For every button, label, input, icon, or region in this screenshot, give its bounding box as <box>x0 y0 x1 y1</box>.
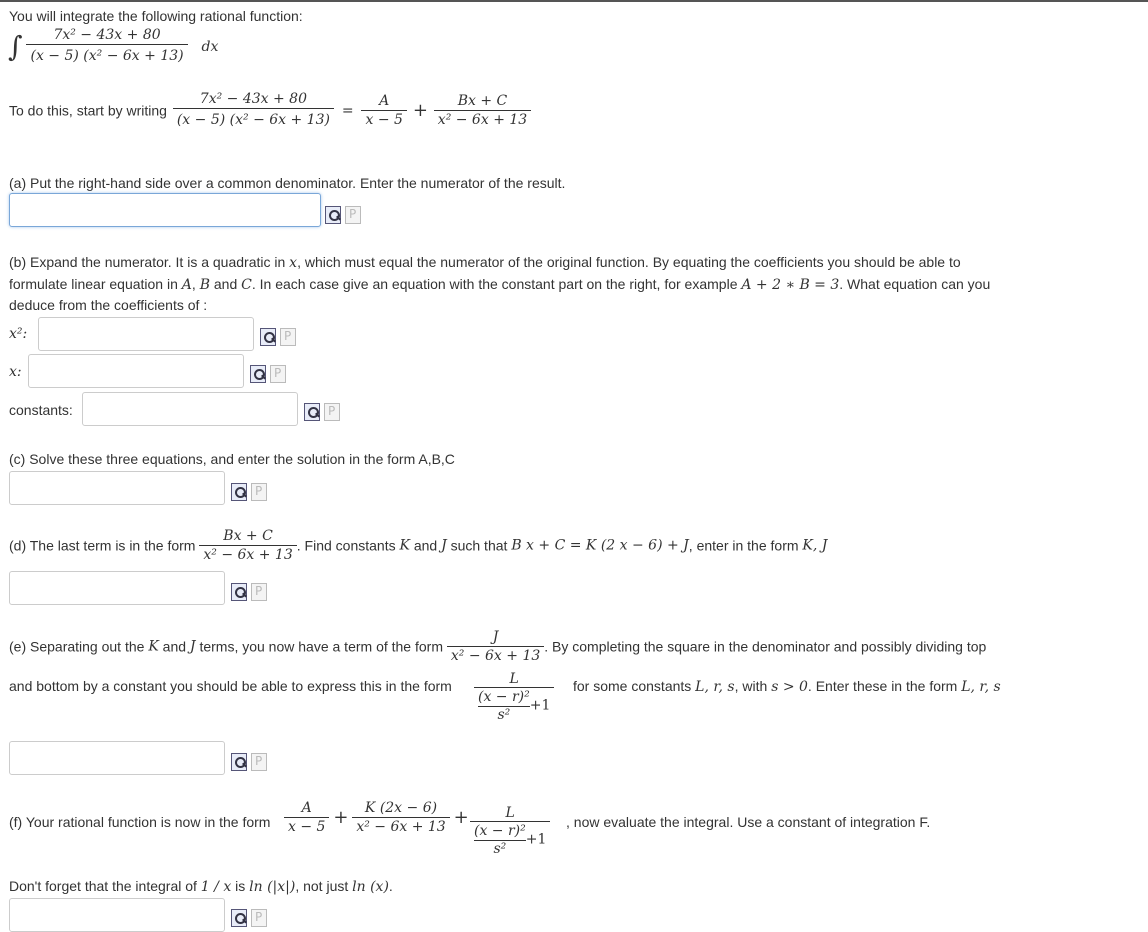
part-e-tools <box>231 751 273 773</box>
integral-expression <box>8 26 218 67</box>
preview-icon[interactable] <box>231 483 247 501</box>
part-a-tools <box>325 204 367 226</box>
palette-icon[interactable] <box>280 328 296 346</box>
equals-sign: = <box>341 102 354 119</box>
part-f-label: (f) Your rational function is now in the form <box>9 814 271 830</box>
part-c-tools <box>231 481 273 503</box>
part-c-input[interactable] <box>9 471 225 505</box>
x-label: x: <box>9 364 22 380</box>
part-d-line: (d) The last term is in the form $\frac{Bx + C}{\text{x² − 6x + 13}}$ . Find constants K and J such that B x + C = K (2 x − 6) + J, enter in the form K, J <box>9 528 828 563</box>
integrand-fraction <box>26 26 187 67</box>
decomposition-line <box>9 90 531 131</box>
part-b-line-3: deduce from the coefficients of : <box>9 297 208 313</box>
part-b-line-2: formulate linear equation in A, B and C. In each case give an equation with the constant part on the right, for example A + 2 ∗ B = 3. What equation can you <box>9 276 991 293</box>
palette-icon[interactable] <box>251 753 267 771</box>
part-e-input[interactable] <box>9 741 225 775</box>
palette-icon[interactable] <box>251 483 267 501</box>
term-a-denominator: x − 5 <box>361 110 406 129</box>
preview-icon[interactable] <box>304 403 320 421</box>
preview-icon[interactable] <box>250 365 266 383</box>
lhs-fraction <box>173 90 334 131</box>
plus-sign: + <box>412 100 428 121</box>
part-e-line-1: (e) Separating out the K and J terms, you now have a term of the form $\frac{J}{\text{x² − 6x + 13}}$ . By completing the square in the denominator and possibly dividing top <box>9 629 987 664</box>
x2-coefficient-input[interactable] <box>38 317 254 351</box>
preview-icon[interactable] <box>325 206 341 224</box>
preview-icon[interactable] <box>231 909 247 927</box>
preview-icon[interactable] <box>231 753 247 771</box>
term-a-fraction <box>361 92 406 129</box>
term-bc-fraction <box>434 92 531 129</box>
start-label: To do this, start by writing <box>9 102 167 119</box>
palette-icon[interactable] <box>324 403 340 421</box>
palette-icon[interactable] <box>345 206 361 224</box>
part-d-fraction: $\frac{Bx + C}{\text{x² − 6x + 13}}$ <box>199 527 296 564</box>
constants-label: constants: <box>9 402 73 418</box>
part-d-tools <box>231 581 273 603</box>
part-d-input[interactable] <box>9 571 225 605</box>
part-f-l-fraction: L $\frac{\text{(x − r)²}}{\text{s²}}$ +1 <box>470 805 550 857</box>
term-a-numerator: A <box>379 93 390 109</box>
palette-icon[interactable] <box>270 365 286 383</box>
constants-input[interactable] <box>82 392 298 426</box>
part-e-line-2-text: and bottom by a constant you should be able to express this in the form <box>9 678 452 694</box>
dx-symbol: dx <box>201 38 219 55</box>
part-d-equation: B x + C = K (2 x − 6) + J <box>511 537 689 554</box>
term-bc-denominator: x² − 6x + 13 <box>434 110 531 129</box>
part-f-rest: , now evaluate the integral. Use a constant of integration F. <box>566 814 931 830</box>
palette-icon[interactable] <box>251 909 267 927</box>
x2-tools <box>260 326 302 348</box>
part-a-input[interactable] <box>9 193 321 227</box>
part-c-text: (c) Solve these three equations, and enter the solution in the form A,B,C <box>9 451 455 467</box>
constants-tools <box>304 401 346 423</box>
preview-icon[interactable] <box>260 328 276 346</box>
example-equation: A + 2 ∗ B = 3 <box>741 277 840 293</box>
part-a-text: (a) Put the right-hand side over a common denominator. Enter the numerator of the result. <box>9 175 566 191</box>
x2-label: x²: <box>9 326 28 342</box>
preview-icon[interactable] <box>231 583 247 601</box>
integral-sign: ∫ <box>8 30 23 63</box>
part-f-tools <box>231 907 273 929</box>
log-note: Don't forget that the integral of 1 / x is ln (|x|), not just ln (x). <box>9 878 393 895</box>
part-f-expression: $\frac{A}{x - 5}$ + $\frac{K (2x - 6)}{\text{x² − 6x + 13}}$ + <box>284 799 469 836</box>
x-coefficient-input[interactable] <box>28 354 244 388</box>
lhs-numerator: 7x² − 43x + 80 <box>199 91 307 107</box>
intro-text: You will integrate the following rational function: <box>9 8 303 24</box>
term-bc-numerator: Bx + C <box>457 93 508 109</box>
integrand-numerator: 7x² − 43x + 80 <box>53 27 161 43</box>
integrand-denominator: (x − 5) (x² − 6x + 13) <box>26 44 187 67</box>
part-e-j-fraction: $\frac{J}{\text{x² − 6x + 13}}$ <box>447 628 544 665</box>
part-e-l-fraction: L $\frac{\text{(x − r)²}}{\text{s²}}$ +1 <box>474 671 554 723</box>
part-f-input[interactable] <box>9 898 225 932</box>
lhs-denominator: (x − 5) (x² − 6x + 13) <box>173 108 334 131</box>
part-b-line-1: (b) Expand the numerator. It is a quadratic in x, which must equal the numerator of the original function. By equating the coefficients you should be able to <box>9 254 961 271</box>
part-e-line-2-rest: for some constants L, r, s, with s > 0. Enter these in the form L, r, s <box>573 678 1001 695</box>
palette-icon[interactable] <box>251 583 267 601</box>
x-tools <box>250 363 292 385</box>
